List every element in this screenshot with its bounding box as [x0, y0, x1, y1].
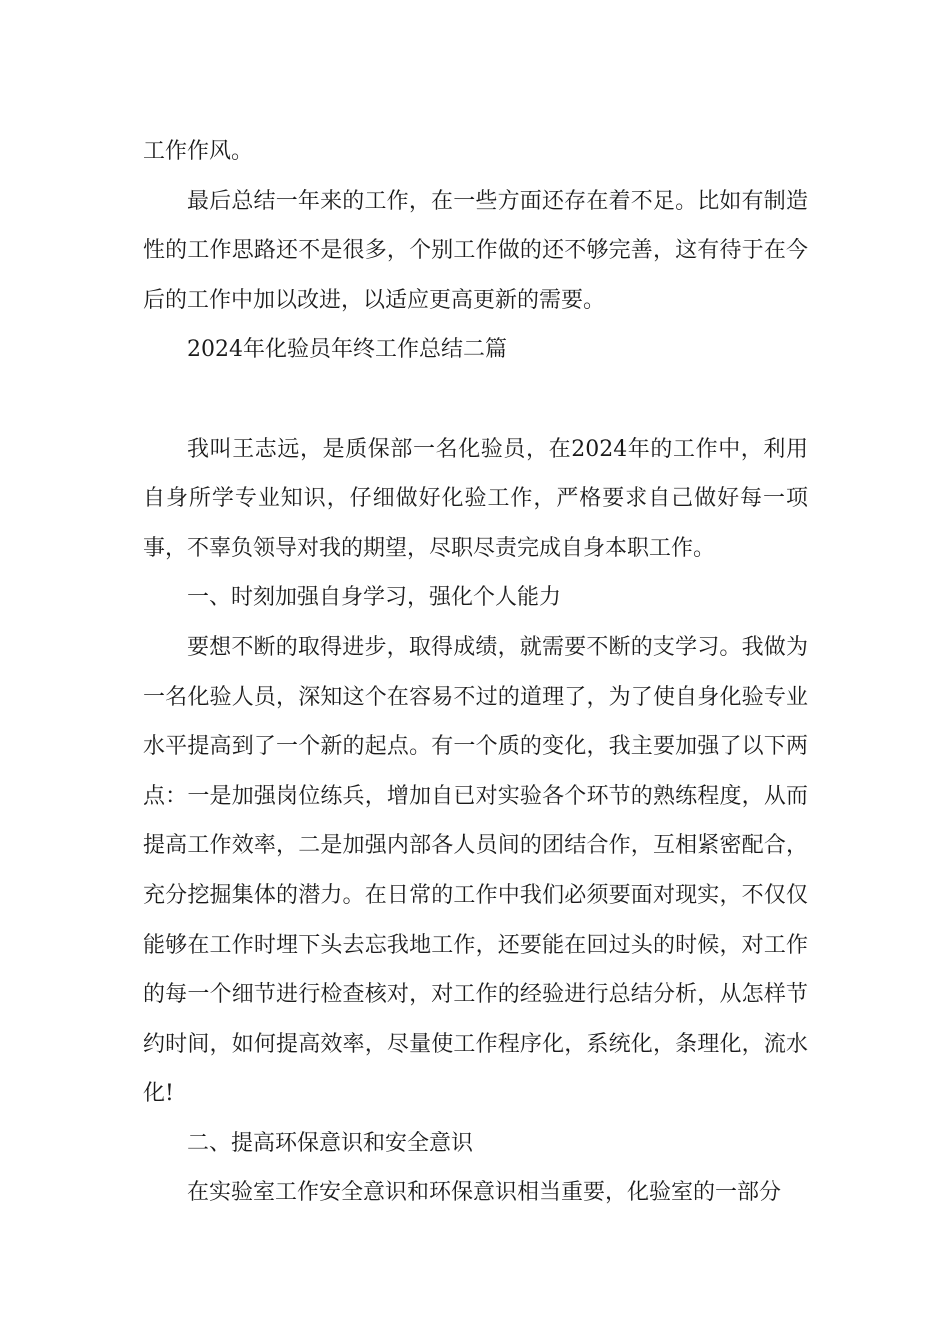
blank-line	[143, 375, 808, 425]
paragraph-study: 要想不断的取得进步，取得成绩，就需要不断的支学习。我做为一名化验人员，深知这个在容易不过的道理了，为了使自身化验专业水平提高到了一个新的起点。有一个质的变化，我主要加强了以下两点：一是加强岗位练兵，增加自已对实验各个环节的熟练程度，从而提高工作效率，二是加强内部各人员间的团结合作，互相紧密配合，充分挖掘集体的潜力。在日常的工作中我们必须要面对现实，不仅仅能够在工作时埋下头去忘我地工作，还要能在回过头的时候，对工作的每一个细节进行检查核对，对工作的经验进行总结分析，从怎样节约时间，如何提高效率，尽量使工作程序化，系统化，条理化，流水化!	[143, 634, 808, 1107]
section-title: 2024年化验员年终工作总结二篇	[187, 337, 507, 363]
document-body	[143, 127, 808, 1218]
paragraph-safety: 在实验室工作安全意识和环保意识相当重要，化验室的一部分	[187, 1180, 782, 1206]
paragraph-intro: 我叫王志远，是质保部一名化验员，在2024年的工作中，利用自身所学专业知识，仔细做好化验工作，严格要求自己做好每一项事，不辜负领导对我的期望，尽职尽责完成自身本职工作。	[143, 436, 808, 561]
paragraph-summary: 最后总结一年来的工作，在一些方面还存在着不足。比如有制造性的工作思路还不是很多，个别工作做的还不够完善，这有待于在今后的工作中加以改进，以适应更高更新的需要。	[143, 188, 808, 313]
paragraph-continuation: 工作作风。	[143, 139, 254, 164]
heading-two: 二、提高环保意识和安全意识	[187, 1130, 474, 1156]
heading-one: 一、时刻加强自身学习，强化个人能力	[187, 585, 562, 611]
